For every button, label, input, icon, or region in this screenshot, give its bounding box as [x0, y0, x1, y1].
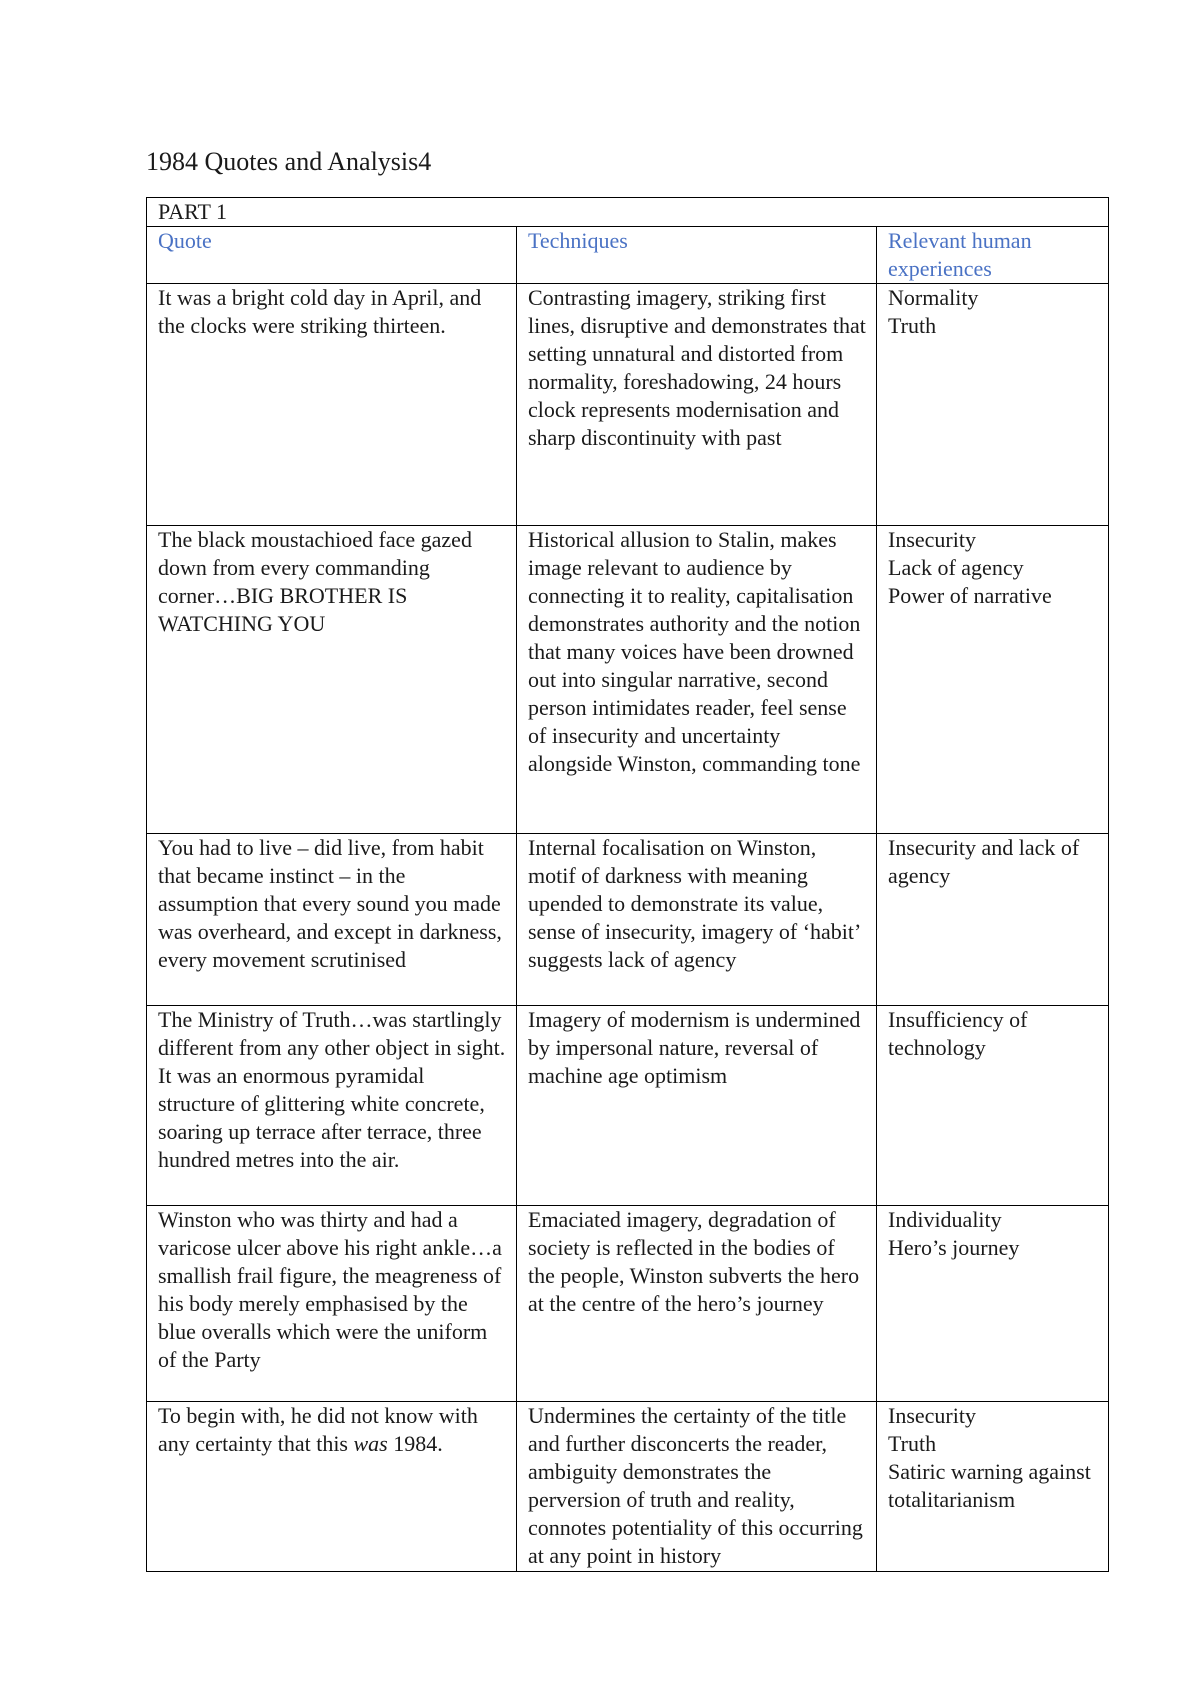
- table-row: [147, 1206, 1109, 1402]
- quote-cell: The Ministry of Truth…was startlingly different from any other object in sight. It was an enormous pyramidal structure of glittering white concrete, soaring up terrace after terrace, three hundred metres into the air.: [147, 1006, 517, 1206]
- experiences-cell: [877, 834, 1109, 1006]
- experience-item: Hero’s journey: [888, 1235, 1020, 1260]
- quote-cell: You had to live – did live, from habit that became instinct – in the assumption that every sound you made was overheard, and except in darkness, every movement scrutinised: [147, 834, 517, 1006]
- techniques-cell: Internal focalisation on Winston, motif of darkness with meaning upended to demonstrate its value, sense of insecurity, imagery of ‘habit’ suggests lack of agency: [517, 834, 877, 1006]
- part-row: [147, 198, 1109, 227]
- document-title: 1984 Quotes and Analysis4: [146, 147, 432, 176]
- quote-cell: Winston who was thirty and had a varicose ulcer above his right ankle…a smallish frail figure, the meagreness of his body merely emphasised by the blue overalls which were the uniform of the Party: [147, 1206, 517, 1402]
- quotes-table: [146, 197, 1109, 1572]
- experiences-cell: [877, 526, 1109, 834]
- column-header-experiences: Relevant human experiences: [877, 227, 1109, 284]
- quote-text: To begin with, he did not know with any certainty that this: [158, 1403, 478, 1456]
- experience-item: Lack of agency: [888, 555, 1024, 580]
- experience-item: Insufficiency of technology: [888, 1007, 1028, 1060]
- quote-emphasis: was: [353, 1431, 388, 1456]
- column-header-quote: Quote: [147, 227, 517, 284]
- table-row: [147, 834, 1109, 1006]
- table-row: [147, 284, 1109, 526]
- experience-item: Normality: [888, 285, 979, 310]
- techniques-cell: Emaciated imagery, degradation of society is reflected in the bodies of the people, Winston subverts the hero at the centre of the hero’s journey: [517, 1206, 877, 1402]
- table-row: [147, 1402, 1109, 1572]
- table-row: [147, 526, 1109, 834]
- experiences-cell: [877, 1206, 1109, 1402]
- experience-item: Truth: [888, 1431, 937, 1456]
- quote-cell: [147, 1402, 517, 1572]
- experience-item: Truth: [888, 313, 937, 338]
- table-row: [147, 1006, 1109, 1206]
- quote-text-end: 1984.: [387, 1431, 443, 1456]
- experiences-cell: [877, 284, 1109, 526]
- techniques-cell: Undermines the certainty of the title and further disconcerts the reader, ambiguity demonstrates the perversion of truth and reality, connotes potentiality of this occurring at any point in history: [517, 1402, 877, 1572]
- column-header-techniques: Techniques: [517, 227, 877, 284]
- techniques-cell: Historical allusion to Stalin, makes image relevant to audience by connecting it to reality, capitalisation demonstrates authority and the notion that many voices have been drowned out into singular narrative, second person intimidates reader, feel sense of insecurity and uncertainty alongside Winston, commanding tone: [517, 526, 877, 834]
- experience-item: Power of narrative: [888, 583, 1052, 608]
- quote-cell: The black moustachioed face gazed down from every commanding corner…BIG BROTHER IS WATCHING YOU: [147, 526, 517, 834]
- experience-item: Insecurity: [888, 1403, 976, 1428]
- experience-item: Satiric warning against totalitarianism: [888, 1459, 1091, 1512]
- experience-item: Individuality: [888, 1207, 1002, 1232]
- part-label: PART 1: [147, 198, 1109, 227]
- quote-cell: It was a bright cold day in April, and the clocks were striking thirteen.: [147, 284, 517, 526]
- techniques-cell: Imagery of modernism is undermined by impersonal nature, reversal of machine age optimism: [517, 1006, 877, 1206]
- header-row: [147, 227, 1109, 284]
- techniques-cell: Contrasting imagery, striking first lines, disruptive and demonstrates that setting unnatural and distorted from normality, foreshadowing, 24 hours clock represents modernisation and sharp discontinuity with past: [517, 284, 877, 526]
- experience-item: Insecurity: [888, 527, 976, 552]
- experiences-cell: [877, 1402, 1109, 1572]
- experience-item: Insecurity and lack of agency: [888, 835, 1080, 888]
- experiences-cell: [877, 1006, 1109, 1206]
